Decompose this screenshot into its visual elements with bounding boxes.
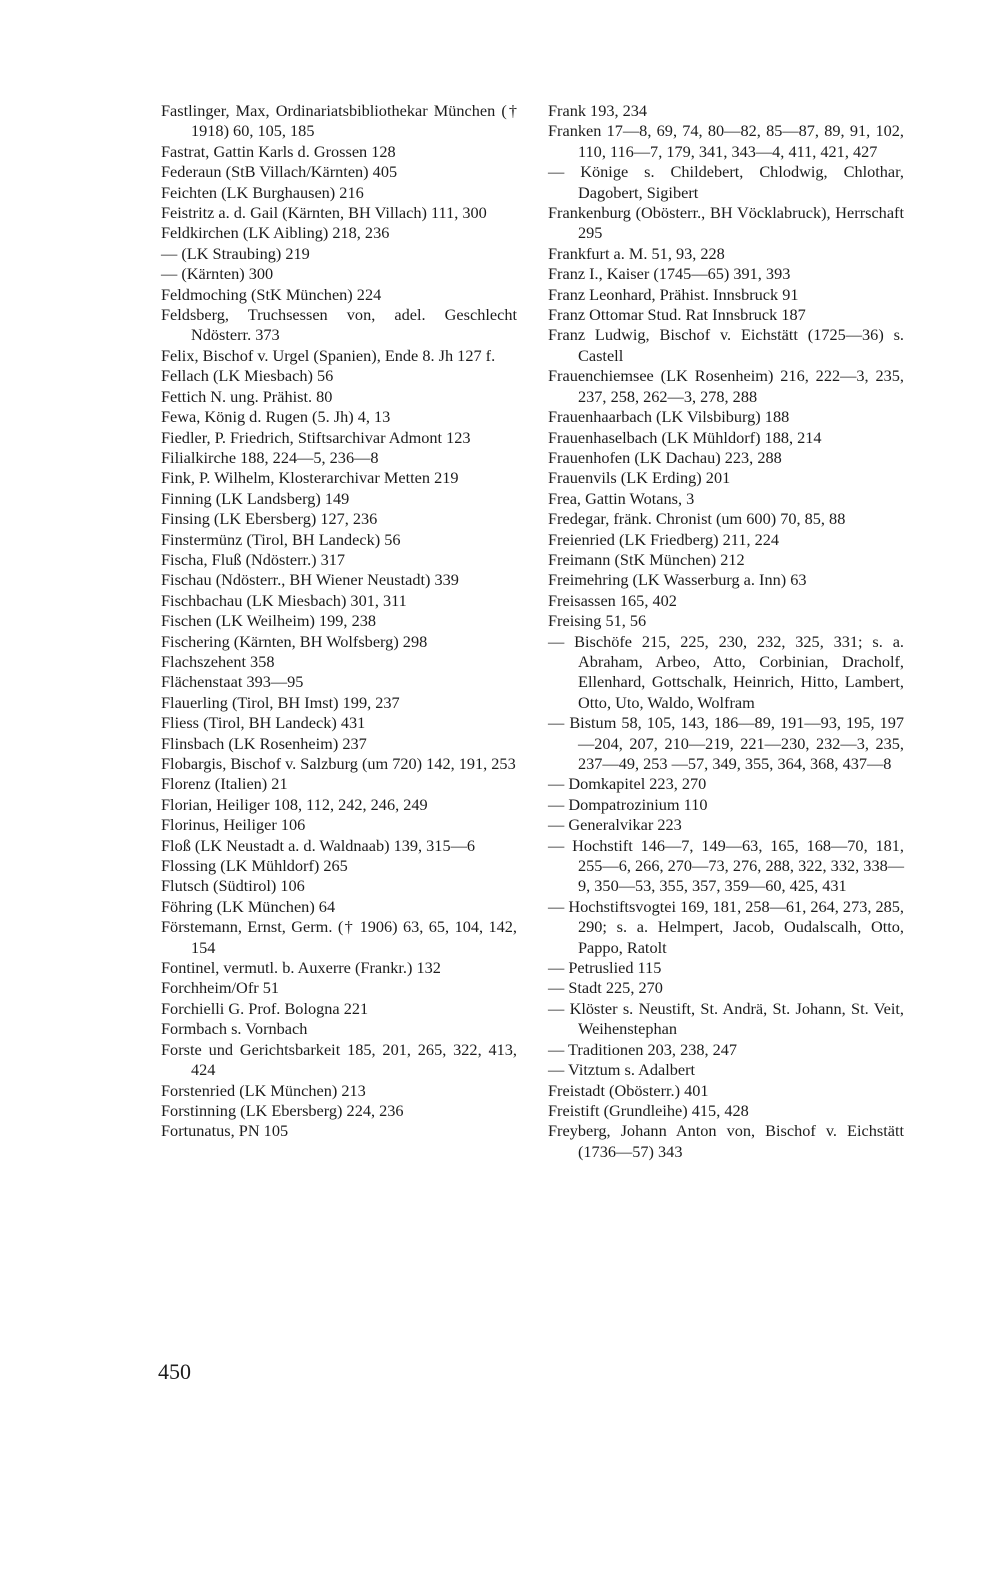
index-entry: Frauenhaselbach (LK Mühldorf) 188, 214 — [548, 427, 822, 447]
index-entry: Franz Leonhard, Prähist. Innsbruck 91 — [548, 284, 799, 304]
index-entry: Fastlinger, Max, Ordinariatsbibliothekar München († 1918) 60, 105, 185 — [161, 101, 517, 141]
index-entry: Fischau (Ndösterr., BH Wiener Neustadt) 339 — [161, 570, 459, 590]
index-entry: Förstemann, Ernst, Germ. († 1906) 63, 65, 104, 142, 154 — [161, 917, 517, 957]
index-entry: Florenz (Italien) 21 — [161, 774, 288, 794]
index-entry: — Generalvikar 223 — [548, 815, 682, 835]
index-entry: — Hochstiftsvogtei 169, 181, 258—61, 264, 273, 285, 290; s. a. Helmpert, Jacob, Oudalscalh, Otto, Pappo, Ratolt — [548, 896, 904, 957]
index-entry: Fortunatus, PN 105 — [161, 1121, 289, 1141]
index-entry: Föhring (LK München) 64 — [161, 896, 336, 916]
index-entry: Forchielli G. Prof. Bologna 221 — [161, 998, 369, 1018]
index-entry: — Vitztum s. Adalbert — [548, 1060, 696, 1080]
index-entry: Florinus, Heiliger 106 — [161, 815, 306, 835]
index-entry: Forste und Gerichtsbarkeit 185, 201, 265, 322, 413, 424 — [161, 1039, 517, 1080]
index-entry: Finstermünz (Tirol, BH Landeck) 56 — [161, 529, 401, 549]
index-entry: Freienried (LK Friedberg) 211, 224 — [548, 529, 780, 549]
index-entry: Frauenhaarbach (LK Vilsbiburg) 188 — [548, 407, 790, 427]
index-entry: Forchheim/Ofr 51 — [161, 978, 280, 998]
index-entry: Frea, Gattin Wotans, 3 — [548, 488, 695, 508]
index-entry: Frankenburg (Obösterr., BH Vöcklabruck), Herrschaft 295 — [548, 203, 904, 243]
index-entry: Freisassen 165, 402 — [548, 590, 677, 610]
index-entry: Filialkirche 188, 224—5, 236—8 — [161, 447, 379, 467]
index-entry: — Klöster s. Neustift, St. Andrä, St. Johann, St. Veit, Weihenstephan — [548, 998, 904, 1039]
index-entry: Freistift (Grundleihe) 415, 428 — [548, 1100, 749, 1120]
index-entry: Flachszehent 358 — [161, 651, 275, 671]
index-entry: — Könige s. Childebert, Chlodwig, Chlothar, Dagobert, Sigibert — [548, 162, 904, 202]
index-entry: Fewa, König d. Rugen (5. Jh) 4, 13 — [161, 407, 391, 427]
index-entry: Frauenchiemsee (LK Rosenheim) 216, 222—3, 235, 237, 258, 262—3, 278, 288 — [548, 366, 904, 406]
index-entry: Flutsch (Südtirol) 106 — [161, 876, 305, 896]
index-entry: Freimann (StK München) 212 — [548, 549, 745, 569]
index-entry: Feldmoching (StK München) 224 — [161, 284, 382, 304]
index-column-left — [161, 101, 517, 1142]
index-entry: — Petruslied 115 — [548, 958, 662, 978]
index-entry: — (Kärnten) 300 — [161, 264, 274, 284]
index-entry: Floß (LK Neustadt a. d. Waldnaab) 139, 315—6 — [161, 835, 476, 855]
index-entry: Fischen (LK Weilheim) 199, 238 — [161, 611, 376, 631]
index-entry: Flächenstaat 393—95 — [161, 672, 304, 692]
index-entry: Feldsberg, Truchsessen von, adel. Geschlecht Ndösterr. 373 — [161, 305, 517, 345]
index-entry: Fastrat, Gattin Karls d. Grossen 128 — [161, 141, 396, 161]
index-entry: — Traditionen 203, 238, 247 — [548, 1039, 738, 1059]
index-entry: — Bistum 58, 105, 143, 186—89, 191—93, 195, 197—204, 207, 210—219, 221—230, 232—3, 235, 237—49, 253 —57, 349, 355, 364, 368, 437—8 — [548, 713, 904, 773]
index-entry: Feldkirchen (LK Aibling) 218, 236 — [161, 223, 390, 243]
index-entry: Finsing (LK Ebersberg) 127, 236 — [161, 509, 378, 529]
index-entry: — Domkapitel 223, 270 — [548, 774, 707, 794]
index-entry: Fliess (Tirol, BH Landeck) 431 — [161, 713, 366, 733]
index-column-right — [548, 101, 904, 1162]
index-entry: Forstinning (LK Ebersberg) 224, 236 — [161, 1100, 404, 1120]
index-entry: Fischa, Fluß (Ndösterr.) 317 — [161, 549, 346, 569]
index-entry: Flobargis, Bischof v. Salzburg (um 720) 142, 191, 253 — [161, 754, 516, 773]
index-entry: Federaun (StB Villach/Kärnten) 405 — [161, 162, 398, 182]
page-number: 450 — [158, 1359, 191, 1384]
index-entry: — Stadt 225, 270 — [548, 978, 663, 998]
index-entry: Franz Ottomar Stud. Rat Innsbruck 187 — [548, 305, 806, 325]
index-entry: Felix, Bischof v. Urgel (Spanien), Ende 8. Jh 127 f. — [161, 345, 496, 365]
index-entry: — Hochstift 146—7, 149—63, 165, 168—70, 181, 255—6, 266, 270—73, 276, 288, 322, 332, 338—9, 350—53, 355, 357, 359—60, 425, 431 — [548, 835, 904, 896]
index-entry: Fredegar, fränk. Chronist (um 600) 70, 85, 88 — [548, 509, 846, 529]
index-entry: Feistritz a. d. Gail (Kärnten, BH Villach) 111, 300 — [161, 203, 487, 223]
index-entry: Freistadt (Obösterr.) 401 — [548, 1080, 709, 1100]
index-entry: — Dompatrozinium 110 — [548, 794, 708, 814]
index-entry: Franz I., Kaiser (1745—65) 391, 393 — [548, 264, 791, 284]
index-entry: Forstenried (LK München) 213 — [161, 1080, 366, 1100]
index-entry: Frank 193, 234 — [548, 101, 648, 120]
index-entry: Fink, P. Wilhelm, Klosterarchivar Metten 219 — [161, 468, 459, 488]
index-entry: Finning (LK Landsberg) 149 — [161, 488, 350, 508]
index-entry: Flossing (LK Mühldorf) 265 — [161, 856, 348, 876]
index-entry: Fontinel, vermutl. b. Auxerre (Frankr.) 132 — [161, 958, 441, 978]
index-entry: Flinsbach (LK Rosenheim) 237 — [161, 733, 367, 753]
index-entry: Franz Ludwig, Bischof v. Eichstätt (1725—36) s. Castell — [548, 325, 904, 365]
index-entry: Fischbachau (LK Miesbach) 301, 311 — [161, 590, 407, 610]
index-entry: Frauenvils (LK Erding) 201 — [548, 468, 731, 488]
index-entry: Fettich N. ung. Prähist. 80 — [161, 386, 333, 406]
index-entry: Fiedler, P. Friedrich, Stiftsarchivar Admont 123 — [161, 427, 471, 447]
index-entry: Fischering (Kärnten, BH Wolfsberg) 298 — [161, 631, 428, 651]
index-entry: Flauerling (Tirol, BH Imst) 199, 237 — [161, 692, 400, 712]
index-entry: Formbach s. Vornbach — [161, 1019, 308, 1039]
index-entry: Florian, Heiliger 108, 112, 242, 246, 249 — [161, 794, 428, 814]
index-entry: — Bischöfe 215, 225, 230, 232, 325, 331; s. a. Abraham, Arbeo, Atto, Corbinian, Dracholf, Ellenhard, Gottschalk, Heinrich, Hitto, Lambert, Otto, Uto, Waldo, Wolfram — [548, 631, 904, 712]
index-entry: Fellach (LK Miesbach) 56 — [161, 366, 334, 386]
index-entry: Freising 51, 56 — [548, 611, 647, 631]
index-entry: Frankfurt a. M. 51, 93, 228 — [548, 243, 725, 263]
index-entry: Frauenhofen (LK Dachau) 223, 288 — [548, 447, 782, 467]
index-entry: — (LK Straubing) 219 — [161, 243, 310, 263]
index-entry: Freimehring (LK Wasserburg a. Inn) 63 — [548, 570, 807, 590]
index-entry: Franken 17—8, 69, 74, 80—82, 85—87, 89, 91, 102, 110, 116—7, 179, 341, 343—4, 411, 421, 427 — [548, 121, 904, 161]
index-entry: Feichten (LK Burghausen) 216 — [161, 182, 364, 202]
index-entry: Freyberg, Johann Anton von, Bischof v. Eichstätt (1736—57) 343 — [548, 1121, 904, 1161]
